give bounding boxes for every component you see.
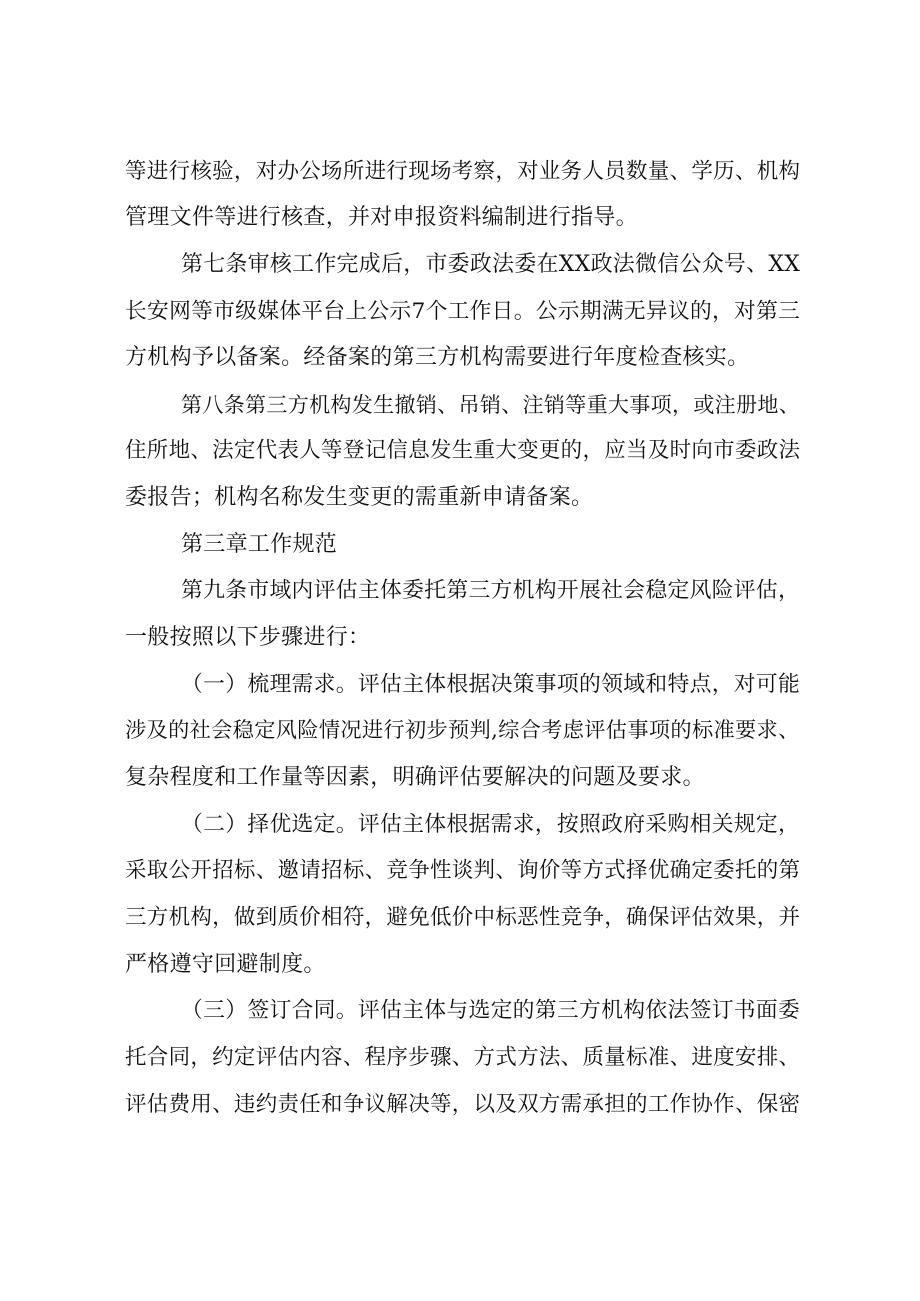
- body-text-line: 采取公开招标、邀请招标、竞争性谈判、询价等方式择优确定委托的第: [125, 858, 801, 883]
- body-text-line: 复杂程度和工作量等因素，明确评估要解决的问题及要求。: [125, 765, 705, 790]
- body-text-line: 评估费用、违约责任和争议解决等，以及双方需承担的工作协作、保密: [125, 1092, 801, 1117]
- step-3-line: （三）签订合同。评估主体与选定的第三方机构依法签订书面委: [181, 998, 801, 1023]
- body-text-line: 住所地、法定代表人等登记信息发生重大变更的，应当及时向市委政法: [125, 438, 801, 463]
- body-text-line: 长安网等市级媒体平台上公示7个工作日。公示期满无异议的，对第三: [125, 299, 801, 324]
- chapter-heading: 第三章工作规范: [181, 532, 338, 557]
- body-text-line: 管理文件等进行核查，并对申报资料编制进行指导。: [125, 205, 638, 230]
- article-7-line: 第七条审核工作完成后，市委政法委在XX政法微信公众号、XX: [181, 252, 801, 277]
- body-text-line: 等进行核验，对办公场所进行现场考察，对业务人员数量、学历、机构: [125, 159, 801, 184]
- body-text-line: 严格遵守回避制度。: [125, 952, 326, 977]
- body-text-line: 一般按照以下步骤进行：: [125, 625, 371, 650]
- article-8-line: 第八条第三方机构发生撤销、吊销、注销等重大事项，或注册地、: [181, 392, 801, 417]
- body-text-line: 托合同，约定评估内容、程序步骤、方式方法、质量标准、进度安排、: [125, 1045, 801, 1070]
- step-1-line: （一）梳理需求。评估主体根据决策事项的领域和特点，对可能: [181, 672, 801, 697]
- body-text-line: 三方机构，做到质价相符，避免低价中标恶性竞争，确保评估效果，并: [125, 905, 801, 930]
- body-text-line: 涉及的社会稳定风险情况进行初步预判,综合考虑评估事项的标准要求、: [125, 718, 800, 743]
- body-text-line: 方机构予以备案。经备案的第三方机构需要进行年度检查核实。: [125, 345, 750, 370]
- body-text-line: 委报告；机构名称发生变更的需重新申请备案。: [125, 485, 594, 510]
- article-9-line: 第九条市域内评估主体委托第三方机构开展社会稳定风险评估，: [181, 578, 801, 603]
- step-2-line: （二）择优选定。评估主体根据需求，按照政府采购相关规定，: [181, 812, 801, 837]
